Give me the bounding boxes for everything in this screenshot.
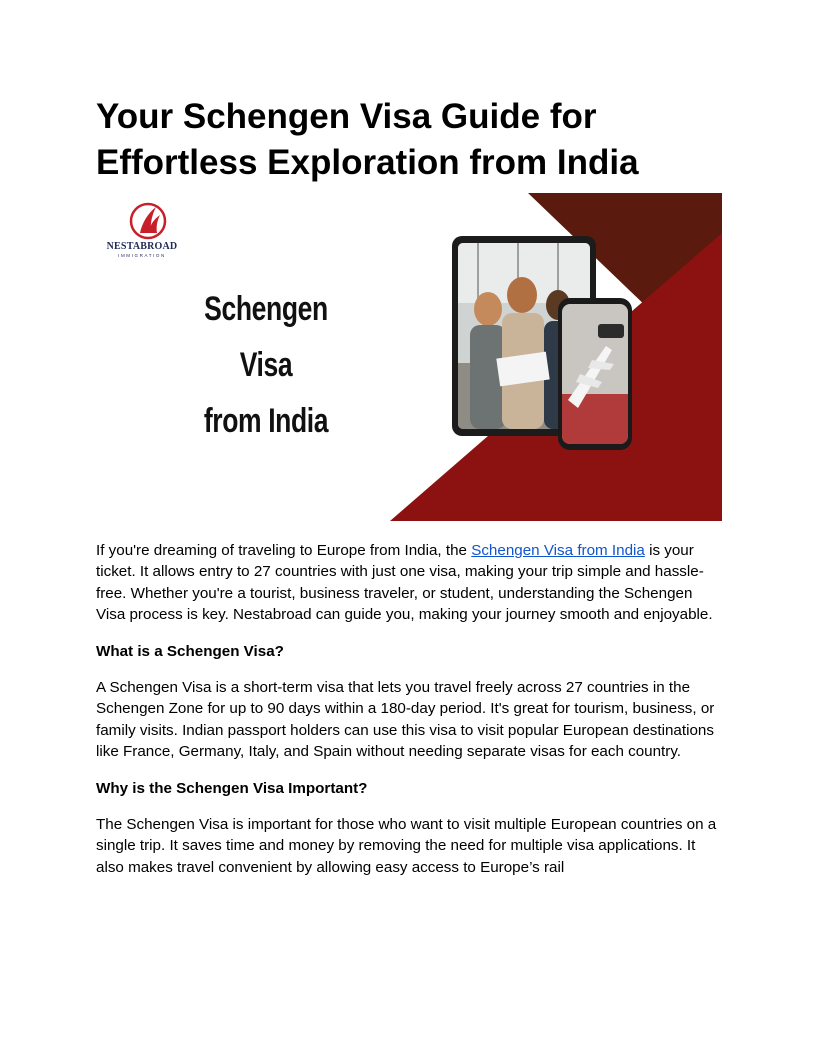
banner-heading-line-2: from India — [203, 402, 329, 440]
nestabroad-logo — [104, 199, 184, 263]
section-heading-why-important: Why is the Schengen Visa Important? — [96, 779, 368, 797]
banner-heading — [180, 281, 352, 449]
logo-subtitle: IMMIGRATION — [118, 253, 166, 258]
section-body-what-is: A Schengen Visa is a short-term visa that lets you travel freely across 27 countries in the Schengen Zone for up to 90 days within a 180-day period. It's great for tourism, business, or family visits. Indian passport holders can use this visa to visit popular European destinations like France, Germany, Italy, and Spain without needing separate visas for each country. — [96, 679, 715, 761]
intro-text-end: is your ticket. It allows entry to 27 countries with just one visa, making your trip simple and hassle-free. Whether you're a tourist, business traveler, or student, understanding the Schengen Visa process is key. Nestabroad can guide you, making your journey smooth and enjoyable. — [96, 542, 713, 624]
banner-heading-line-1: Schengen Visa — [204, 290, 328, 384]
nestabroad-logo-icon — [104, 199, 184, 241]
title-line-2: Effortless Exploration from India — [96, 143, 639, 182]
page-title — [96, 94, 736, 186]
intro-paragraph — [96, 540, 722, 626]
logo-name: NESTABROAD — [106, 241, 178, 252]
title-line-1: Your Schengen Visa Guide for — [96, 97, 597, 136]
section-heading-what-is: What is a Schengen Visa? — [96, 642, 284, 660]
section-body-why-important: The Schengen Visa is important for those who want to visit multiple European countries on a single trip. It saves time and money by removing the need for multiple visa applications. It also makes travel convenient by allowing easy access to Europe’s rail — [96, 816, 717, 876]
airplane-photo — [562, 304, 628, 444]
banner-image — [96, 193, 722, 521]
intro-text-start: If you're dreaming of traveling to Europe from India, the — [96, 542, 472, 559]
schengen-visa-link[interactable]: Schengen Visa from India — [471, 542, 645, 559]
article-body — [96, 540, 722, 878]
phone-photo — [558, 298, 632, 450]
